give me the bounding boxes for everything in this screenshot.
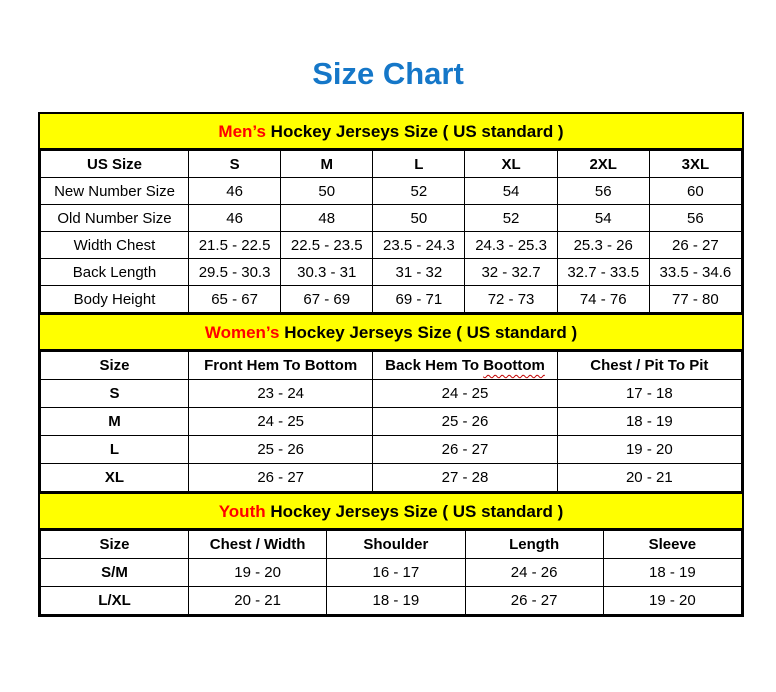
table-cell: 54 (557, 205, 649, 232)
table-cell: 21.5 - 22.5 (189, 232, 281, 259)
column-header-text: Chest / Width (209, 536, 306, 553)
row-label: M (41, 408, 189, 436)
table-cell: 74 - 76 (557, 286, 649, 313)
table-cell: 20 - 21 (189, 587, 327, 615)
table-cell: 69 - 71 (373, 286, 465, 313)
column-header (603, 531, 741, 559)
table-cell: 26 - 27 (189, 464, 373, 492)
table-row (41, 380, 742, 408)
column-header (281, 151, 373, 178)
table-cell: 52 (465, 205, 557, 232)
table-cell: 19 - 20 (603, 587, 741, 615)
column-header-text: Length (509, 536, 560, 553)
label-column-header (41, 531, 189, 559)
youth-section-title (40, 492, 742, 530)
table-row (41, 559, 742, 587)
row-label: Width Chest (41, 232, 189, 259)
table-cell: 56 (557, 178, 649, 205)
table-cell: 23.5 - 24.3 (373, 232, 465, 259)
youth-section-title-rest: Hockey Jerseys Size ( US standard ) (265, 502, 564, 521)
row-label: Old Number Size (41, 205, 189, 232)
table-row (41, 286, 742, 313)
column-header-text: US Size (86, 155, 143, 173)
table-cell: 26 - 27 (465, 587, 603, 615)
table-cell: 56 (649, 205, 741, 232)
column-header-text: Sleeve (648, 536, 697, 553)
row-label: S/M (41, 559, 189, 587)
table-cell: 60 (649, 178, 741, 205)
row-label: L/XL (41, 587, 189, 615)
header-row (41, 352, 742, 380)
column-header-text: S (229, 155, 240, 173)
column-header-text: Chest / Pit To Pit (590, 357, 709, 374)
table-cell: 54 (465, 178, 557, 205)
table-row (41, 205, 742, 232)
label-column-header (41, 352, 189, 380)
table-cell: 24 - 25 (189, 408, 373, 436)
table-cell: 18 - 19 (327, 587, 465, 615)
column-header (649, 151, 741, 178)
column-header-text: XL (501, 155, 521, 173)
youth-size-table (40, 530, 742, 615)
table-row (41, 587, 742, 615)
table-row (41, 232, 742, 259)
table-cell: 31 - 32 (373, 259, 465, 286)
table-cell: 67 - 69 (281, 286, 373, 313)
table-cell: 52 (373, 178, 465, 205)
table-cell: 19 - 20 (189, 559, 327, 587)
size-chart-container (38, 112, 744, 617)
table-row (41, 259, 742, 286)
table-cell: 20 - 21 (557, 464, 741, 492)
column-header-text: L (414, 155, 424, 173)
column-header (465, 151, 557, 178)
table-cell: 48 (281, 205, 373, 232)
row-label: XL (41, 464, 189, 492)
youth-section-title-highlight: Youth (218, 502, 266, 521)
column-header (557, 151, 649, 178)
column-header-text: Size (99, 536, 130, 553)
table-cell: 50 (373, 205, 465, 232)
table-cell: 27 - 28 (373, 464, 557, 492)
table-cell: 30.3 - 31 (281, 259, 373, 286)
table-cell: 46 (189, 205, 281, 232)
table-cell: 25 - 26 (189, 436, 373, 464)
table-cell: 32.7 - 33.5 (557, 259, 649, 286)
column-header-text: Size (99, 357, 130, 374)
womens-section-title (40, 313, 742, 351)
table-cell: 22.5 - 23.5 (281, 232, 373, 259)
table-cell: 25.3 - 26 (557, 232, 649, 259)
row-label: L (41, 436, 189, 464)
label-column-header (41, 151, 189, 178)
column-header (189, 531, 327, 559)
table-cell: 65 - 67 (189, 286, 281, 313)
column-header-text: 3XL (681, 155, 710, 173)
page-title: Size Chart (312, 56, 464, 91)
column-header-text: Back Hem To (385, 357, 484, 374)
table-row (41, 464, 742, 492)
column-header (189, 151, 281, 178)
header-row (41, 151, 742, 178)
row-label: New Number Size (41, 178, 189, 205)
row-label: Body Height (41, 286, 189, 313)
row-label: Back Length (41, 259, 189, 286)
column-header (373, 151, 465, 178)
header-row (41, 531, 742, 559)
table-cell: 18 - 19 (557, 408, 741, 436)
table-row (41, 436, 742, 464)
table-cell: 19 - 20 (557, 436, 741, 464)
mens-section-title (40, 114, 742, 150)
table-cell: 77 - 80 (649, 286, 741, 313)
table-cell: 23 - 24 (189, 380, 373, 408)
table-cell: 50 (281, 178, 373, 205)
table-cell: 72 - 73 (465, 286, 557, 313)
table-cell: 25 - 26 (373, 408, 557, 436)
table-cell: 33.5 - 34.6 (649, 259, 741, 286)
column-header-text: Shoulder (363, 536, 429, 553)
column-header-text: M (320, 155, 333, 173)
mens-size-table (40, 150, 742, 313)
table-row (41, 178, 742, 205)
mens-section-title-highlight: Men’s (218, 122, 266, 141)
table-row (41, 408, 742, 436)
table-cell: 17 - 18 (557, 380, 741, 408)
misspelled-word: Boottom (483, 357, 545, 374)
table-cell: 24 - 25 (373, 380, 557, 408)
column-header (557, 352, 741, 380)
row-label: S (41, 380, 189, 408)
table-cell: 26 - 27 (649, 232, 741, 259)
column-header-text: Front Hem To Bottom (204, 357, 358, 374)
womens-section-title-highlight: Women’s (204, 323, 280, 342)
table-cell: 29.5 - 30.3 (189, 259, 281, 286)
table-cell: 26 - 27 (373, 436, 557, 464)
table-cell: 24 - 26 (465, 559, 603, 587)
table-cell: 46 (189, 178, 281, 205)
table-cell: 32 - 32.7 (465, 259, 557, 286)
column-header (189, 352, 373, 380)
womens-size-table (40, 351, 742, 492)
column-header (373, 352, 557, 380)
column-header (465, 531, 603, 559)
mens-section-title-rest: Hockey Jerseys Size ( US standard ) (265, 122, 564, 141)
table-cell: 16 - 17 (327, 559, 465, 587)
table-cell: 18 - 19 (603, 559, 741, 587)
column-header-text: 2XL (589, 155, 617, 173)
column-header (327, 531, 465, 559)
womens-section-title-rest: Hockey Jerseys Size ( US standard ) (279, 323, 578, 342)
table-cell: 24.3 - 25.3 (465, 232, 557, 259)
